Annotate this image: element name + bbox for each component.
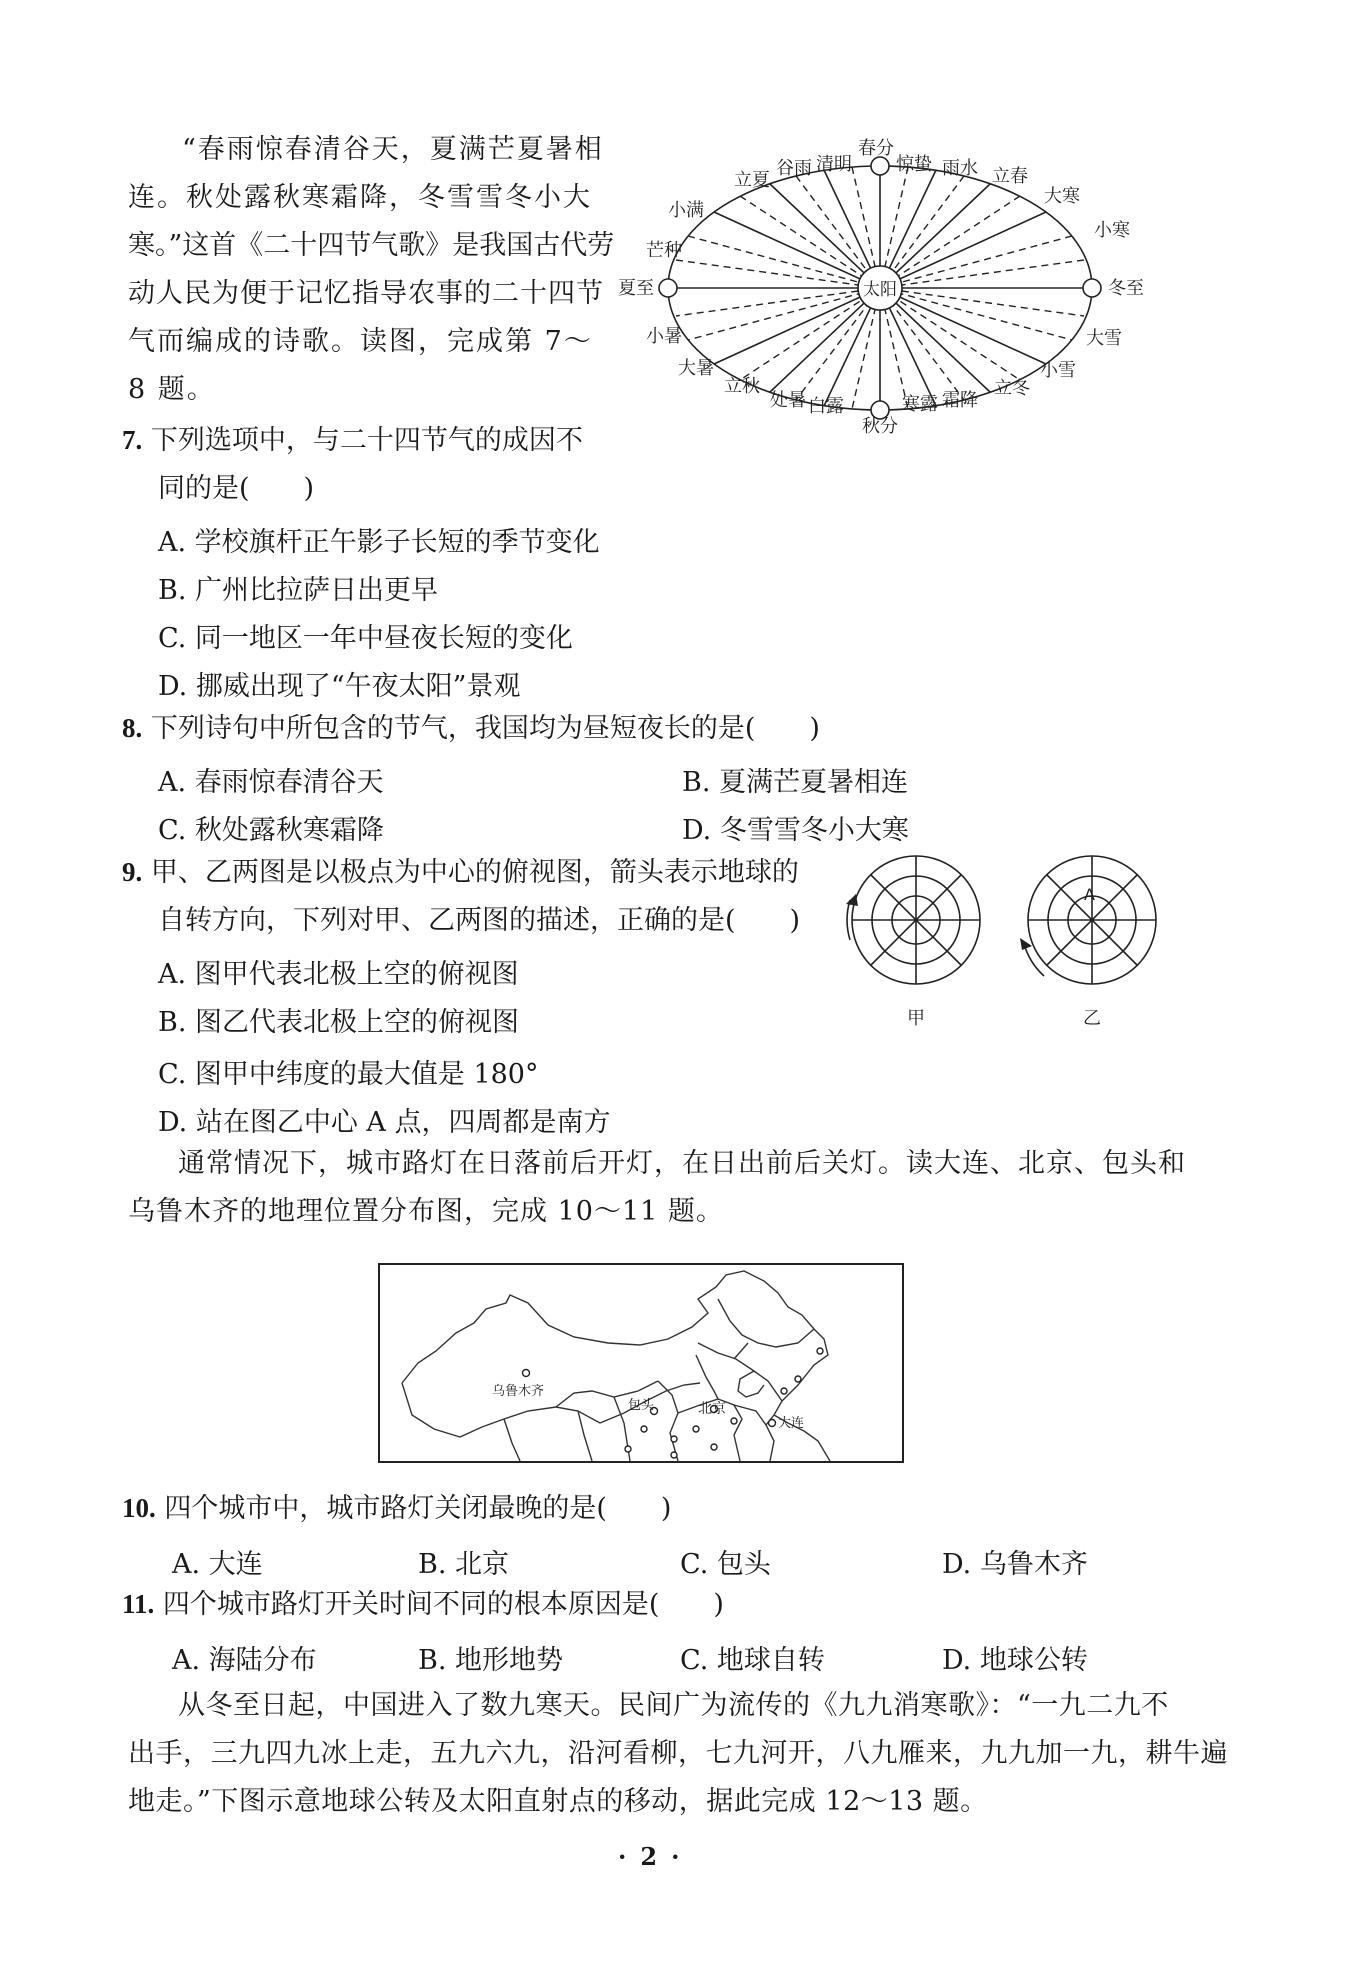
question-number: 8. xyxy=(122,713,143,743)
city-marker-icon xyxy=(795,1376,801,1382)
page-number-dot: · xyxy=(618,1842,641,1871)
china-north-map xyxy=(378,1263,904,1463)
term-mangzhong: 芒种 xyxy=(646,240,682,261)
term-dashu: 大暑 xyxy=(678,358,714,379)
term-xiaoxue: 小雪 xyxy=(1040,360,1076,381)
term-guyu: 谷雨 xyxy=(776,158,812,179)
question-stem: 四个城市路灯开关时间不同的根本原因是( ) xyxy=(162,1589,724,1620)
rotation-arrow-icon xyxy=(1020,938,1032,950)
q10-option-d[interactable]: D. 乌鲁木齐 xyxy=(942,1549,1088,1580)
term-qingming: 清明 xyxy=(816,154,852,175)
polar-label-jia: 甲 xyxy=(907,1008,925,1029)
question-number: 10. xyxy=(122,1493,156,1523)
intro-paragraph-3 xyxy=(128,1682,1228,1826)
intro3-line: 地走。”下图示意地球公转及太阳直射点的移动，据此完成 12～13 题。 xyxy=(128,1786,988,1817)
question-number: 9. xyxy=(122,857,143,887)
q7-option-c[interactable]: C. 同一地区一年中昼夜长短的变化 xyxy=(158,623,573,654)
polar-diagram-yi xyxy=(1020,856,1156,984)
term-shuangjiang: 霜降 xyxy=(942,390,978,411)
term-chushu: 处暑 xyxy=(770,390,806,411)
term-bailu: 白露 xyxy=(808,396,844,417)
term-liqiu: 立秋 xyxy=(724,376,760,397)
q10-option-a[interactable]: A. 大连 xyxy=(172,1549,263,1580)
question-stem: 同的是( ) xyxy=(158,473,315,504)
question-7 xyxy=(122,416,583,513)
question-stem: 自转方向，下列对甲、乙两图的描述，正确的是( ) xyxy=(158,905,801,936)
intro1-line: 连。秋处露秋寒霜降，冬雪雪冬小大 xyxy=(128,182,592,213)
intro-paragraph-1 xyxy=(128,126,628,414)
sun-label: 太阳 xyxy=(863,280,897,300)
q8-option-a[interactable]: A. 春雨惊春清谷天 xyxy=(158,767,384,798)
intro-paragraph-2 xyxy=(128,1140,1186,1236)
city-marker-icon xyxy=(671,1436,677,1442)
term-chunfen: 春分 xyxy=(858,138,894,159)
term-dahan: 大寒 xyxy=(1044,186,1080,207)
intro2-line: 通常情况下，城市路灯在日落前后开灯，在日出前后关灯。读大连、北京、包头和 xyxy=(178,1148,1186,1179)
earth-dongzhi-icon xyxy=(1083,279,1101,297)
question-stem: 下列选项中，与二十四节气的成因不 xyxy=(150,425,583,456)
q9-option-a[interactable]: A. 图甲代表北极上空的俯视图 xyxy=(158,959,519,990)
q11-option-c[interactable]: C. 地球自转 xyxy=(680,1645,825,1676)
question-10 xyxy=(122,1484,671,1533)
intro2-line: 乌鲁木齐的地理位置分布图，完成 10～11 题。 xyxy=(128,1196,724,1227)
map-label-urumqi: 乌鲁木齐 xyxy=(492,1384,545,1399)
map-label-dalian: 大连 xyxy=(778,1416,805,1431)
map-label-baotou: 包头 xyxy=(627,1398,654,1413)
q8-option-d[interactable]: D. 冬雪雪冬小大寒 xyxy=(682,815,909,846)
q11-option-a[interactable]: A. 海陆分布 xyxy=(172,1645,317,1676)
question-stem: 下列诗句中所包含的节气，我国均为昼短夜长的是( ) xyxy=(150,713,820,744)
intro1-line: “春雨惊春清谷天，夏满芒夏暑相 xyxy=(182,134,604,165)
term-qiufen: 秋分 xyxy=(862,416,898,437)
term-lidong: 立冬 xyxy=(994,378,1030,399)
q10-option-b[interactable]: B. 北京 xyxy=(418,1549,510,1580)
q10-option-c[interactable]: C. 包头 xyxy=(680,1549,771,1580)
term-yushui: 雨水 xyxy=(942,158,978,179)
q7-option-d[interactable]: D. 挪威出现了“午夜太阳”景观 xyxy=(158,671,521,702)
urumqi-marker-icon xyxy=(523,1370,530,1377)
intro3-line: 出手，三九四九冰上走，五九六九，沿河看柳，七九河开，八九雁来，九九加一九，耕牛遍 xyxy=(128,1738,1228,1769)
earth-xiazhi-icon xyxy=(659,279,677,297)
term-daxue: 大雪 xyxy=(1086,328,1122,349)
q11-option-d[interactable]: D. 地球公转 xyxy=(942,1645,1088,1676)
question-stem: 甲、乙两图是以极点为中心的俯视图，箭头表示地球的 xyxy=(150,857,799,888)
solar-terms-diagram xyxy=(618,130,1150,440)
q7-option-a[interactable]: A. 学校旗杆正午影子长短的季节变化 xyxy=(158,527,600,558)
map-label-beijing: 北京 xyxy=(698,1401,726,1417)
term-xiaoshu: 小暑 xyxy=(646,326,682,347)
dalian-marker-icon xyxy=(769,1420,776,1427)
term-xiazhi: 夏至 xyxy=(618,278,654,299)
city-marker-icon xyxy=(693,1426,699,1432)
q11-option-b[interactable]: B. 地形地势 xyxy=(418,1645,564,1676)
rotation-arrow-icon xyxy=(846,894,858,906)
q8-option-b[interactable]: B. 夏满芒夏暑相连 xyxy=(682,767,909,798)
q8-option-c[interactable]: C. 秋处露秋寒霜降 xyxy=(158,815,384,846)
intro1-line: 动人民为便于记忆指导农事的二十四节 xyxy=(128,278,604,309)
term-jingzhe: 惊蛰 xyxy=(896,154,932,175)
q9-option-d[interactable]: D. 站在图乙中心 A 点，四周都是南方 xyxy=(158,1107,611,1138)
question-number: 11. xyxy=(122,1589,155,1619)
question-8 xyxy=(122,704,820,753)
point-a-label: A xyxy=(1084,885,1095,904)
question-stem: 四个城市中，城市路灯关闭最晚的是( ) xyxy=(164,1493,672,1524)
q9-option-c[interactable]: C. 图甲中纬度的最大值是 180° xyxy=(158,1059,539,1090)
intro1-line: 8 题。 xyxy=(128,374,216,405)
q9-option-b[interactable]: B. 图乙代表北极上空的俯视图 xyxy=(158,1007,520,1038)
earth-chunfen-icon xyxy=(871,157,889,175)
term-dongzhi: 冬至 xyxy=(1108,278,1144,299)
q7-option-b[interactable]: B. 广州比拉萨日出更早 xyxy=(158,575,439,606)
polar-view-diagrams xyxy=(836,852,1176,1042)
city-marker-icon xyxy=(671,1452,677,1458)
page-number xyxy=(618,1842,693,1871)
polar-label-yi: 乙 xyxy=(1083,1008,1101,1029)
term-xiaohan: 小寒 xyxy=(1094,220,1130,241)
question-number: 7. xyxy=(122,425,143,455)
term-hanlu: 寒露 xyxy=(902,394,938,415)
page-number-value: 2 xyxy=(640,1842,672,1871)
question-9 xyxy=(122,848,800,945)
intro3-line: 从冬至日起，中国进入了数九寒天。民间广为流传的《九九消寒歌》：“一九二九不 xyxy=(178,1690,1169,1721)
city-marker-icon xyxy=(731,1418,737,1424)
city-marker-icon xyxy=(781,1388,787,1394)
term-xiaoman: 小满 xyxy=(668,200,704,221)
intro1-line: 气而编成的诗歌。读图，完成第 7～ xyxy=(128,326,593,357)
question-11 xyxy=(122,1580,724,1629)
city-marker-icon xyxy=(817,1348,823,1354)
page-number-dot: · xyxy=(671,1842,694,1871)
city-marker-icon xyxy=(711,1444,717,1450)
intro1-line: 寒。”这首《二十四节气歌》是我国古代劳 xyxy=(128,230,615,261)
city-marker-icon xyxy=(625,1446,631,1452)
city-marker-icon xyxy=(641,1426,647,1432)
term-lixia: 立夏 xyxy=(734,170,770,191)
term-lichun: 立春 xyxy=(992,166,1028,187)
polar-diagram-jia xyxy=(846,856,980,984)
